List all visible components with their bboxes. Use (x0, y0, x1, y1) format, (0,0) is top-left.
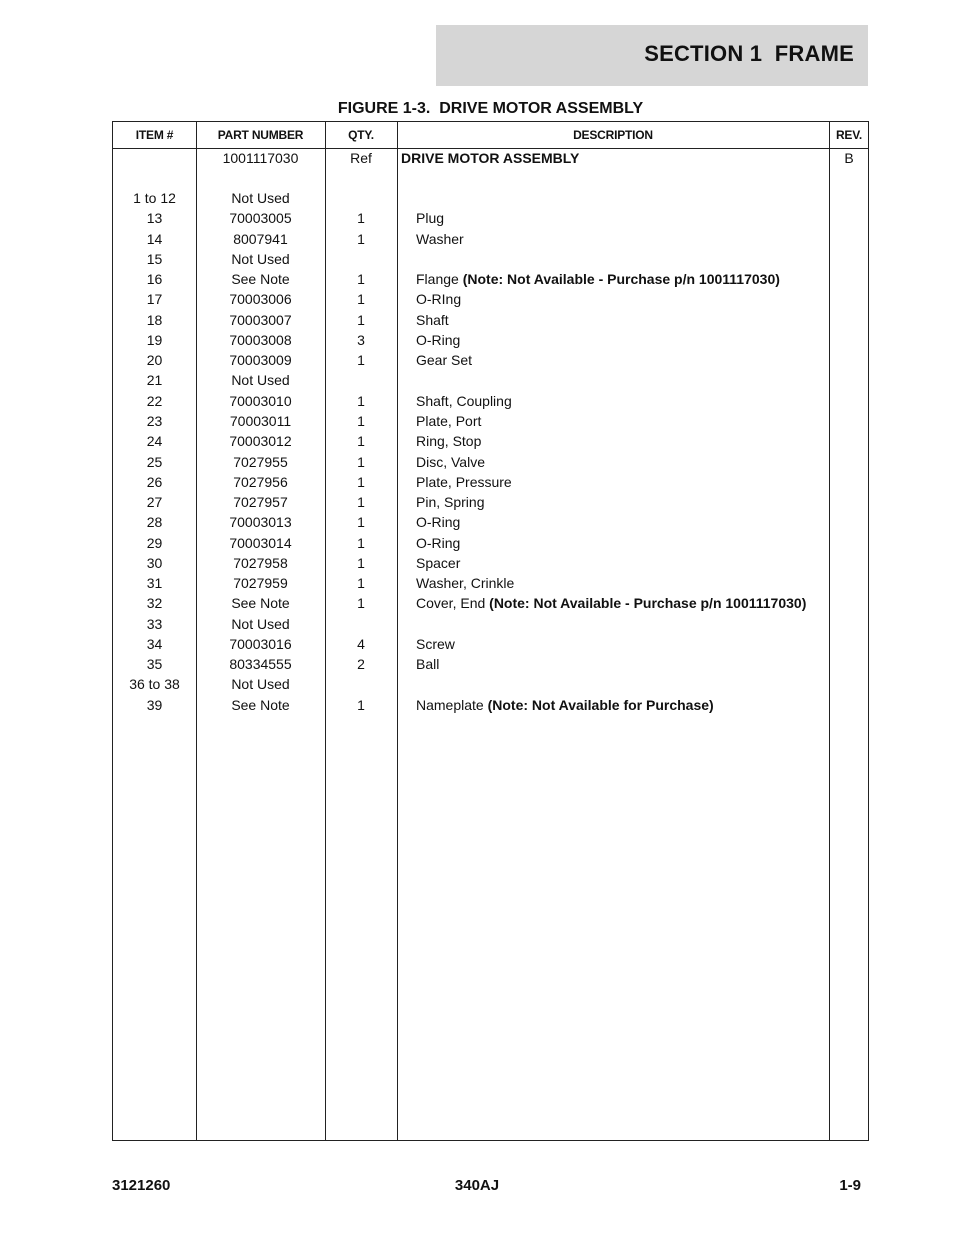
part-number: 8007941 (233, 230, 288, 247)
footer-page-number: 1-9 (839, 1177, 861, 1194)
part-number: 7027955 (233, 453, 288, 470)
availability-note: (Note: Not Available for Purchase) (487, 696, 714, 713)
quantity: 1 (357, 595, 365, 612)
part-number: Not Used (231, 615, 290, 632)
part-number: 80334555 (229, 656, 292, 673)
parts-table (112, 121, 869, 1141)
item-number: 19 (146, 331, 163, 348)
quantity: 1 (357, 412, 365, 429)
part-number: 7027957 (233, 494, 288, 511)
part-number: 70003010 (229, 392, 292, 409)
description-text: Ball (416, 656, 440, 673)
part-number: See Note (231, 271, 290, 288)
table-row (113, 188, 868, 208)
header-rev: REV. (835, 128, 863, 142)
table-row (113, 695, 868, 715)
part-number: 70003013 (229, 514, 292, 531)
description (416, 330, 826, 350)
quantity: 1 (357, 514, 365, 531)
item-number: 1 to 12 (133, 190, 176, 206)
description-text: Plug (416, 210, 445, 227)
item-number: 25 (146, 453, 163, 470)
description (416, 593, 826, 613)
description (416, 512, 826, 532)
part-number: 7027959 (233, 575, 288, 592)
description-text: Plate, Pressure (416, 473, 512, 490)
description (416, 472, 826, 492)
table-row (113, 391, 868, 411)
quantity: 1 (357, 311, 365, 328)
description (416, 695, 826, 715)
table-row (113, 452, 868, 472)
description (416, 431, 826, 451)
description (416, 269, 826, 289)
item-number: 14 (146, 230, 163, 247)
item-number: 13 (146, 210, 163, 227)
item-number: 18 (146, 311, 163, 328)
description (416, 391, 826, 411)
description-text: O-Ring (416, 331, 461, 348)
quantity: 4 (357, 635, 365, 652)
table-row (113, 249, 868, 269)
figure-title: FIGURE 1-3. DRIVE MOTOR ASSEMBLY (337, 100, 644, 117)
description (416, 553, 826, 573)
item-number: 23 (146, 412, 163, 429)
part-number: 1001117030 (222, 150, 299, 166)
part-number: See Note (231, 696, 290, 713)
item-number: 30 (146, 554, 163, 571)
table-row (113, 573, 868, 593)
table-row (113, 431, 868, 451)
part-number: 70003012 (229, 433, 292, 450)
header-item: ITEM # (135, 128, 174, 142)
header-qty: QTY. (348, 128, 374, 142)
description (416, 411, 826, 431)
quantity: 1 (357, 352, 365, 369)
table-row (113, 553, 868, 573)
item-number: 36 to 38 (129, 676, 180, 693)
item-number: 15 (146, 250, 163, 267)
description (416, 350, 826, 370)
table-row (113, 411, 868, 431)
part-number: 70003008 (229, 331, 292, 348)
part-number: Not Used (231, 250, 290, 267)
table-row (113, 533, 868, 553)
quantity: Ref (350, 150, 372, 166)
table-row (113, 614, 868, 634)
description (416, 229, 826, 249)
description-text: O-Ring (416, 514, 461, 531)
description-text: Ring, Stop (416, 433, 482, 450)
quantity: 1 (357, 696, 365, 713)
availability-note: (Note: Not Available - Purchase p/n 1001117030) (462, 271, 780, 288)
quantity: 3 (357, 331, 365, 348)
quantity: 1 (357, 453, 365, 470)
part-number: Not Used (231, 190, 290, 206)
description (416, 533, 826, 553)
item-number: 16 (146, 271, 163, 288)
item-number: 35 (146, 656, 163, 673)
item-number: 26 (146, 473, 163, 490)
description-text: Spacer (416, 554, 461, 571)
quantity: 1 (357, 210, 365, 227)
description-text: Washer, Crinkle (416, 575, 515, 592)
description (416, 654, 826, 674)
table-row (113, 654, 868, 674)
quantity: 1 (357, 534, 365, 551)
item-number: 32 (146, 595, 163, 612)
description (416, 310, 826, 330)
table-row (113, 634, 868, 654)
item-number: 31 (146, 575, 163, 592)
description: DRIVE MOTOR ASSEMBLY (401, 150, 580, 166)
quantity: 1 (357, 392, 365, 409)
item-number: 39 (146, 696, 163, 713)
part-number: Not Used (231, 372, 290, 389)
part-number: Not Used (231, 676, 290, 693)
part-number: 7027956 (233, 473, 288, 490)
item-number: 27 (146, 494, 163, 511)
table-row (113, 593, 868, 613)
item-number: 33 (146, 615, 163, 632)
item-number: 34 (146, 635, 163, 652)
availability-note: (Note: Not Available - Purchase p/n 1001117030) (489, 595, 807, 612)
description-text: Flange (416, 271, 459, 288)
quantity: 1 (357, 494, 365, 511)
description-text: Disc, Valve (416, 453, 485, 470)
description-text: Nameplate (416, 696, 484, 713)
description-text: Gear Set (416, 352, 473, 369)
part-number: 70003007 (229, 311, 292, 328)
description-text: Shaft (416, 311, 449, 328)
table-row (113, 269, 868, 289)
description (416, 452, 826, 472)
item-number: 24 (146, 433, 163, 450)
description (416, 208, 826, 228)
description (416, 492, 826, 512)
table-row (113, 330, 868, 350)
quantity: 1 (357, 575, 365, 592)
part-number: 7027958 (233, 554, 288, 571)
header-description: DESCRIPTION (573, 128, 653, 142)
item-number: 21 (146, 372, 163, 389)
item-number: 17 (146, 291, 163, 308)
item-number: 29 (146, 534, 163, 551)
item-number: 20 (146, 352, 163, 369)
part-number: 70003011 (229, 412, 292, 429)
section-title: SECTION 1 FRAME (644, 41, 854, 66)
table-row (113, 674, 868, 694)
table-row (113, 208, 868, 228)
description-text: O-Ring (416, 534, 461, 551)
assembly-row (113, 148, 868, 168)
footer-document-number: 3121260 (112, 1177, 171, 1194)
description (416, 573, 826, 593)
table-row (113, 289, 868, 309)
description-text: Cover, End (416, 595, 486, 612)
footer-model: 340AJ (454, 1177, 500, 1194)
section-banner (436, 25, 868, 86)
description (416, 634, 826, 654)
part-number: See Note (231, 595, 290, 612)
table-row (113, 472, 868, 492)
table-row (113, 370, 868, 390)
quantity: 2 (357, 656, 365, 673)
table-row (113, 350, 868, 370)
part-number: 70003014 (229, 534, 292, 551)
table-row (113, 512, 868, 532)
revision: B (844, 150, 854, 166)
part-number: 70003006 (229, 291, 292, 308)
header-part-number: PART NUMBER (217, 128, 304, 142)
part-number: 70003005 (229, 210, 292, 227)
description-text: Plate, Port (416, 412, 482, 429)
description-text: Pin, Spring (416, 494, 485, 511)
description-text: Washer (416, 230, 464, 247)
quantity: 1 (357, 473, 365, 490)
quantity: 1 (357, 230, 365, 247)
description-text: O-RIng (416, 291, 462, 308)
table-row (113, 492, 868, 512)
description-text: Shaft, Coupling (416, 392, 512, 409)
item-number: 28 (146, 514, 163, 531)
table-row (113, 229, 868, 249)
quantity: 1 (357, 271, 365, 288)
description (416, 289, 826, 309)
quantity: 1 (357, 554, 365, 571)
part-number: 70003009 (229, 352, 292, 369)
description-text: Screw (416, 635, 455, 652)
part-number: 70003016 (229, 635, 292, 652)
quantity: 1 (357, 291, 365, 308)
item-number: 22 (146, 392, 163, 409)
quantity: 1 (357, 433, 365, 450)
table-row (113, 310, 868, 330)
